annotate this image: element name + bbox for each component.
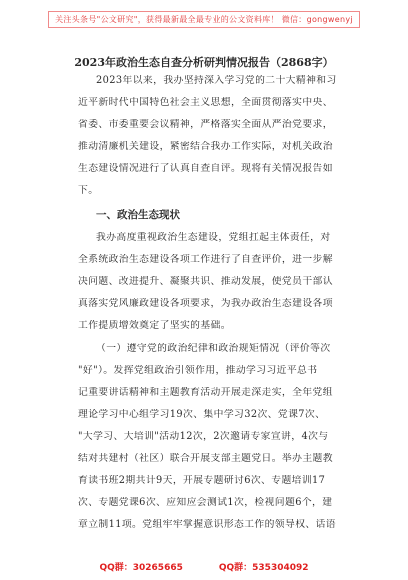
subsection-line: （一）遵守党的政治纪律和政治规矩情况（评价等次 — [96, 343, 331, 354]
intro-line: 生态建设情况进行了认真自查自评。现将有关情况报告如 — [78, 163, 333, 174]
intro-line: 近平新时代中国特色社会主义思想，全面贯彻落实中央、 — [78, 97, 333, 108]
section-line: 全系统政治生态建设各项工作进行了自查评价，进一步解 — [78, 254, 333, 265]
section-heading: 一、政治生态现状 — [96, 209, 180, 221]
subsection-line: 章立制11项。党组牢牢掌握意识形态工作的领导权、话语 — [78, 519, 336, 530]
intro-line: 推动清廉机关建设，紧密结合我办工作实际，对机关政治 — [78, 141, 333, 152]
promo-banner-text: 关注头条号"公文研究"，获得最新最全最专业的公文资料库！ 微信：gongwenyj — [48, 11, 360, 28]
subsection-line: 理论学习中心组学习19次、集中学习32次、党课7次、 — [78, 409, 326, 420]
subsection-line: 记重要讲话精神和主题教育活动开展走深走实，全年党组 — [78, 387, 333, 398]
subsection-line: 育读书班2期共计9天，开展专题研讨6次、专题培训17 — [78, 475, 326, 486]
footer-contacts — [0, 560, 408, 576]
section-line: 我办高度重视政治生态建设，党组扛起主体责任，对 — [96, 232, 331, 243]
subsection-line: "大学习、大培训"活动12次，2次邀请专家宣讲，4次与 — [78, 431, 329, 442]
subsection-line: 结对共建村（社区）联合开展支部主题党日。举办主题教 — [78, 453, 333, 464]
subsection-line: 次、专题党课6次、应知应会测试1次，检视问题6个，建 — [78, 497, 333, 508]
promo-banner — [0, 8, 408, 30]
footer-qq-group-2: QQ群：535304092 — [218, 563, 309, 573]
section-line: 工作提质增效奠定了坚实的基础。 — [78, 320, 231, 331]
section-line: 真落实党风廉政建设各项要求，为我办政治生态建设各项 — [78, 298, 333, 309]
section-line: 决问题、改进提升、凝聚共识、推动发展，使党员干部认 — [78, 276, 333, 287]
intro-line: 下。 — [78, 185, 99, 196]
intro-line: 省委、市委重要会议精神，严格落实全面从严治党要求， — [78, 119, 333, 130]
footer-qq-group-1: QQ群：30265665 — [99, 563, 183, 573]
subsection-line: "好"）。发挥党组政治引领作用，推动学习习近平总书 — [78, 365, 318, 376]
intro-line: 2023年以来，我办坚持深入学习党的二十大精神和习 — [96, 75, 337, 86]
document-title: 2023年政治生态自查分析研判情况报告（2868字） — [74, 56, 334, 69]
